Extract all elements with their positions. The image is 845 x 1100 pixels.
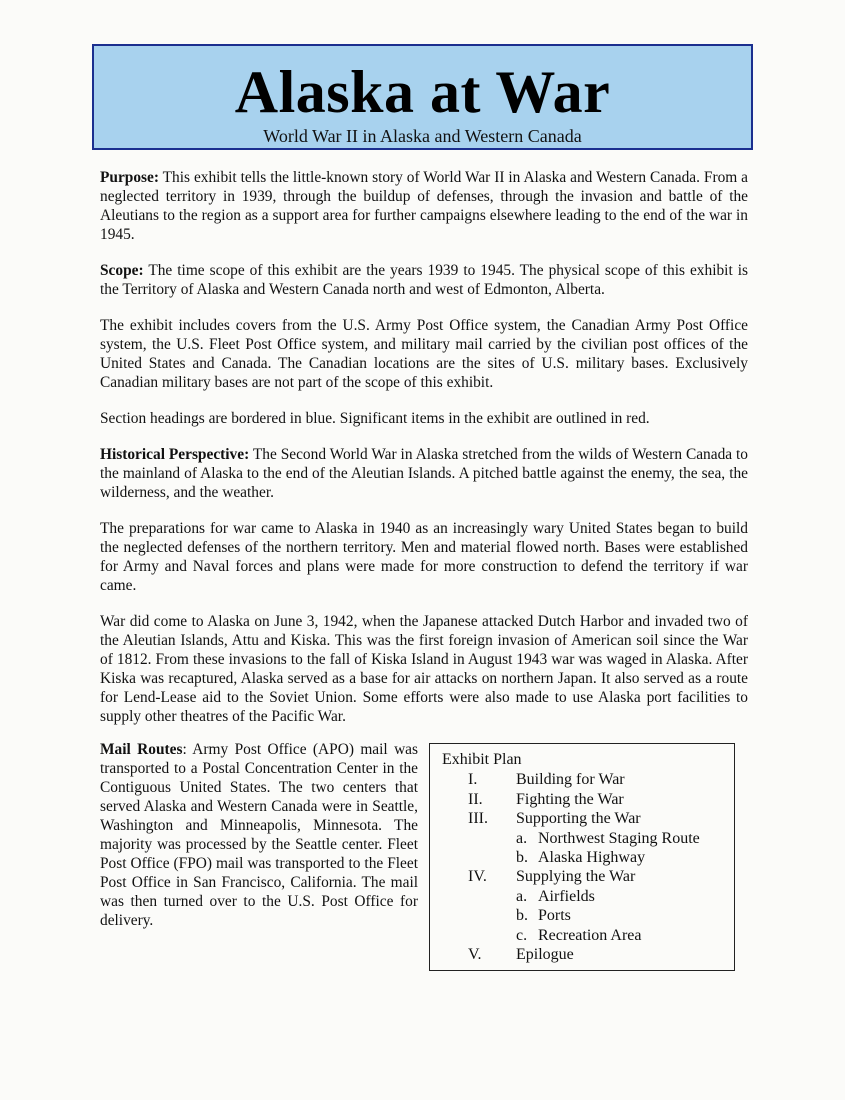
- plan-subitem-letter: b.: [516, 907, 528, 925]
- plan-subitem: [442, 848, 734, 867]
- plan-item: [442, 790, 734, 809]
- plan-subitem-content: [516, 829, 700, 848]
- plan-item-label: Fighting the War: [516, 790, 624, 808]
- plan-item-number: III.: [468, 810, 488, 828]
- plan-item-number: IV.: [468, 868, 487, 886]
- perspective-text: The Second World War in Alaska stretched from the wilds of Western Canada to the mainland of Alaska to the end of the Aleutian Islands. A pitched battle against the enemy, the sea, the wilderness, and the weather.: [100, 446, 748, 501]
- plan-subitem-letter: a.: [516, 829, 528, 847]
- plan-item-label: Epilogue: [516, 945, 574, 963]
- plan-item-number: II.: [468, 790, 483, 808]
- plan-subitem-content: [516, 887, 595, 906]
- scope-paragraph: [100, 261, 748, 299]
- exhibit-plan-list: [442, 770, 734, 964]
- mail-routes-section: [100, 740, 418, 930]
- page-subtitle: World War II in Alaska and Western Canada: [263, 126, 582, 146]
- plan-item-label: Building for War: [516, 771, 625, 789]
- body-text: [100, 168, 748, 743]
- mail-routes-label: Mail Routes: [100, 741, 183, 758]
- exhibit-plan-title: Exhibit Plan: [442, 751, 522, 768]
- plan-item-label: Supporting the War: [516, 810, 641, 828]
- plan-item: [442, 770, 734, 789]
- plan-subitem: [442, 829, 734, 848]
- plan-subitem-letter: b.: [516, 848, 528, 866]
- plan-item-number: V.: [468, 945, 482, 963]
- plan-subitem-label: Ports: [538, 907, 571, 925]
- plan-subitem-letter: a.: [516, 887, 528, 905]
- scope-text: The time scope of this exhibit are the years 1939 to 1945. The physical scope of this exhibit is the Territory of Alaska and Western Canada north and west of Edmonton, Alberta.: [100, 262, 748, 298]
- plan-subitem-letter: c.: [516, 926, 528, 944]
- plan-item: [442, 809, 734, 828]
- plan-item-label: Supplying the War: [516, 868, 636, 886]
- mail-routes-text: : Army Post Office (APO) mail was transported to a Postal Concentration Center in the Contiguous United States. The two centers that served Alaska and Western Canada were in Seattle, Washington and Minneapolis, Minnesota. The majority was processed by the Seattle center. Fleet Post Office (FPO) mail was transported to the Fleet Post Office in San Francisco, California. The mail was then turned over to the U.S. Post Office for delivery.: [100, 741, 419, 929]
- plan-subitem-label: Northwest Staging Route: [538, 829, 700, 847]
- exhibit-plan-box: [429, 743, 735, 971]
- plan-item: [442, 867, 734, 886]
- plan-subitem-label: Alaska Highway: [538, 848, 646, 866]
- plan-subitem: [442, 926, 734, 945]
- purpose-label: Purpose:: [100, 169, 159, 186]
- purpose-text: This exhibit tells the little-known story of World War II in Alaska and Western Canada. From a neglected territory in 1939, through the buildup of defenses, through the invasion and battle of the Aleutians to the region as a support area for further campaigns elsewhere leading to the end of the war in 1945.: [100, 169, 748, 243]
- perspective-paragraph: [100, 445, 748, 502]
- plan-item-number: I.: [468, 771, 478, 789]
- includes-paragraph: The exhibit includes covers from the U.S. Army Post Office system, the Canadian Army Post Office system, the U.S. Fleet Post Office system, and military mail carried by the civilian post offices of the United States and Canada. The Canadian locations are the sites of U.S. military bases. Exclusively Canadian military bases are not part of the scope of this exhibit.: [100, 317, 748, 391]
- plan-item: [442, 945, 734, 964]
- mail-routes-paragraph: [100, 740, 418, 930]
- page-title: Alaska at War: [234, 59, 611, 125]
- plan-subitem: [442, 906, 734, 925]
- plan-subitem-content: [516, 848, 645, 867]
- plan-subitem: [442, 887, 734, 906]
- purpose-paragraph: [100, 168, 748, 244]
- perspective-label: Historical Perspective:: [100, 446, 250, 463]
- plan-subitem-content: [516, 906, 571, 925]
- section-note-paragraph: Section headings are bordered in blue. Significant items in the exhibit are outlined in red.: [100, 410, 650, 427]
- plan-subitem-content: [516, 926, 642, 945]
- plan-subitem-label: Airfields: [538, 887, 595, 905]
- title-banner: [92, 44, 753, 150]
- plan-subitem-label: Recreation Area: [538, 926, 642, 944]
- war-paragraph: War did come to Alaska on June 3, 1942, when the Japanese attacked Dutch Harbor and invaded two of the Aleutian Islands, Attu and Kiska. This was the first foreign invasion of American soil since the War of 1812. From these invasions to the fall of Kiska Island in August 1943 war was waged in Alaska. After Kiska was recaptured, Alaska served as a base for air attacks on northern Japan. It also served as a route for Lend-Lease aid to the Soviet Union. Some efforts were also made to use Alaska port facilities to supply other theatres of the Pacific War.: [100, 613, 748, 725]
- scope-label: Scope:: [100, 262, 144, 279]
- preparations-paragraph: The preparations for war came to Alaska in 1940 as an increasingly wary United States began to build the neglected defenses of the northern territory. Men and material flowed north. Bases were established for Army and Naval forces and plans were made for more construction to defend the territory if war came.: [100, 520, 748, 594]
